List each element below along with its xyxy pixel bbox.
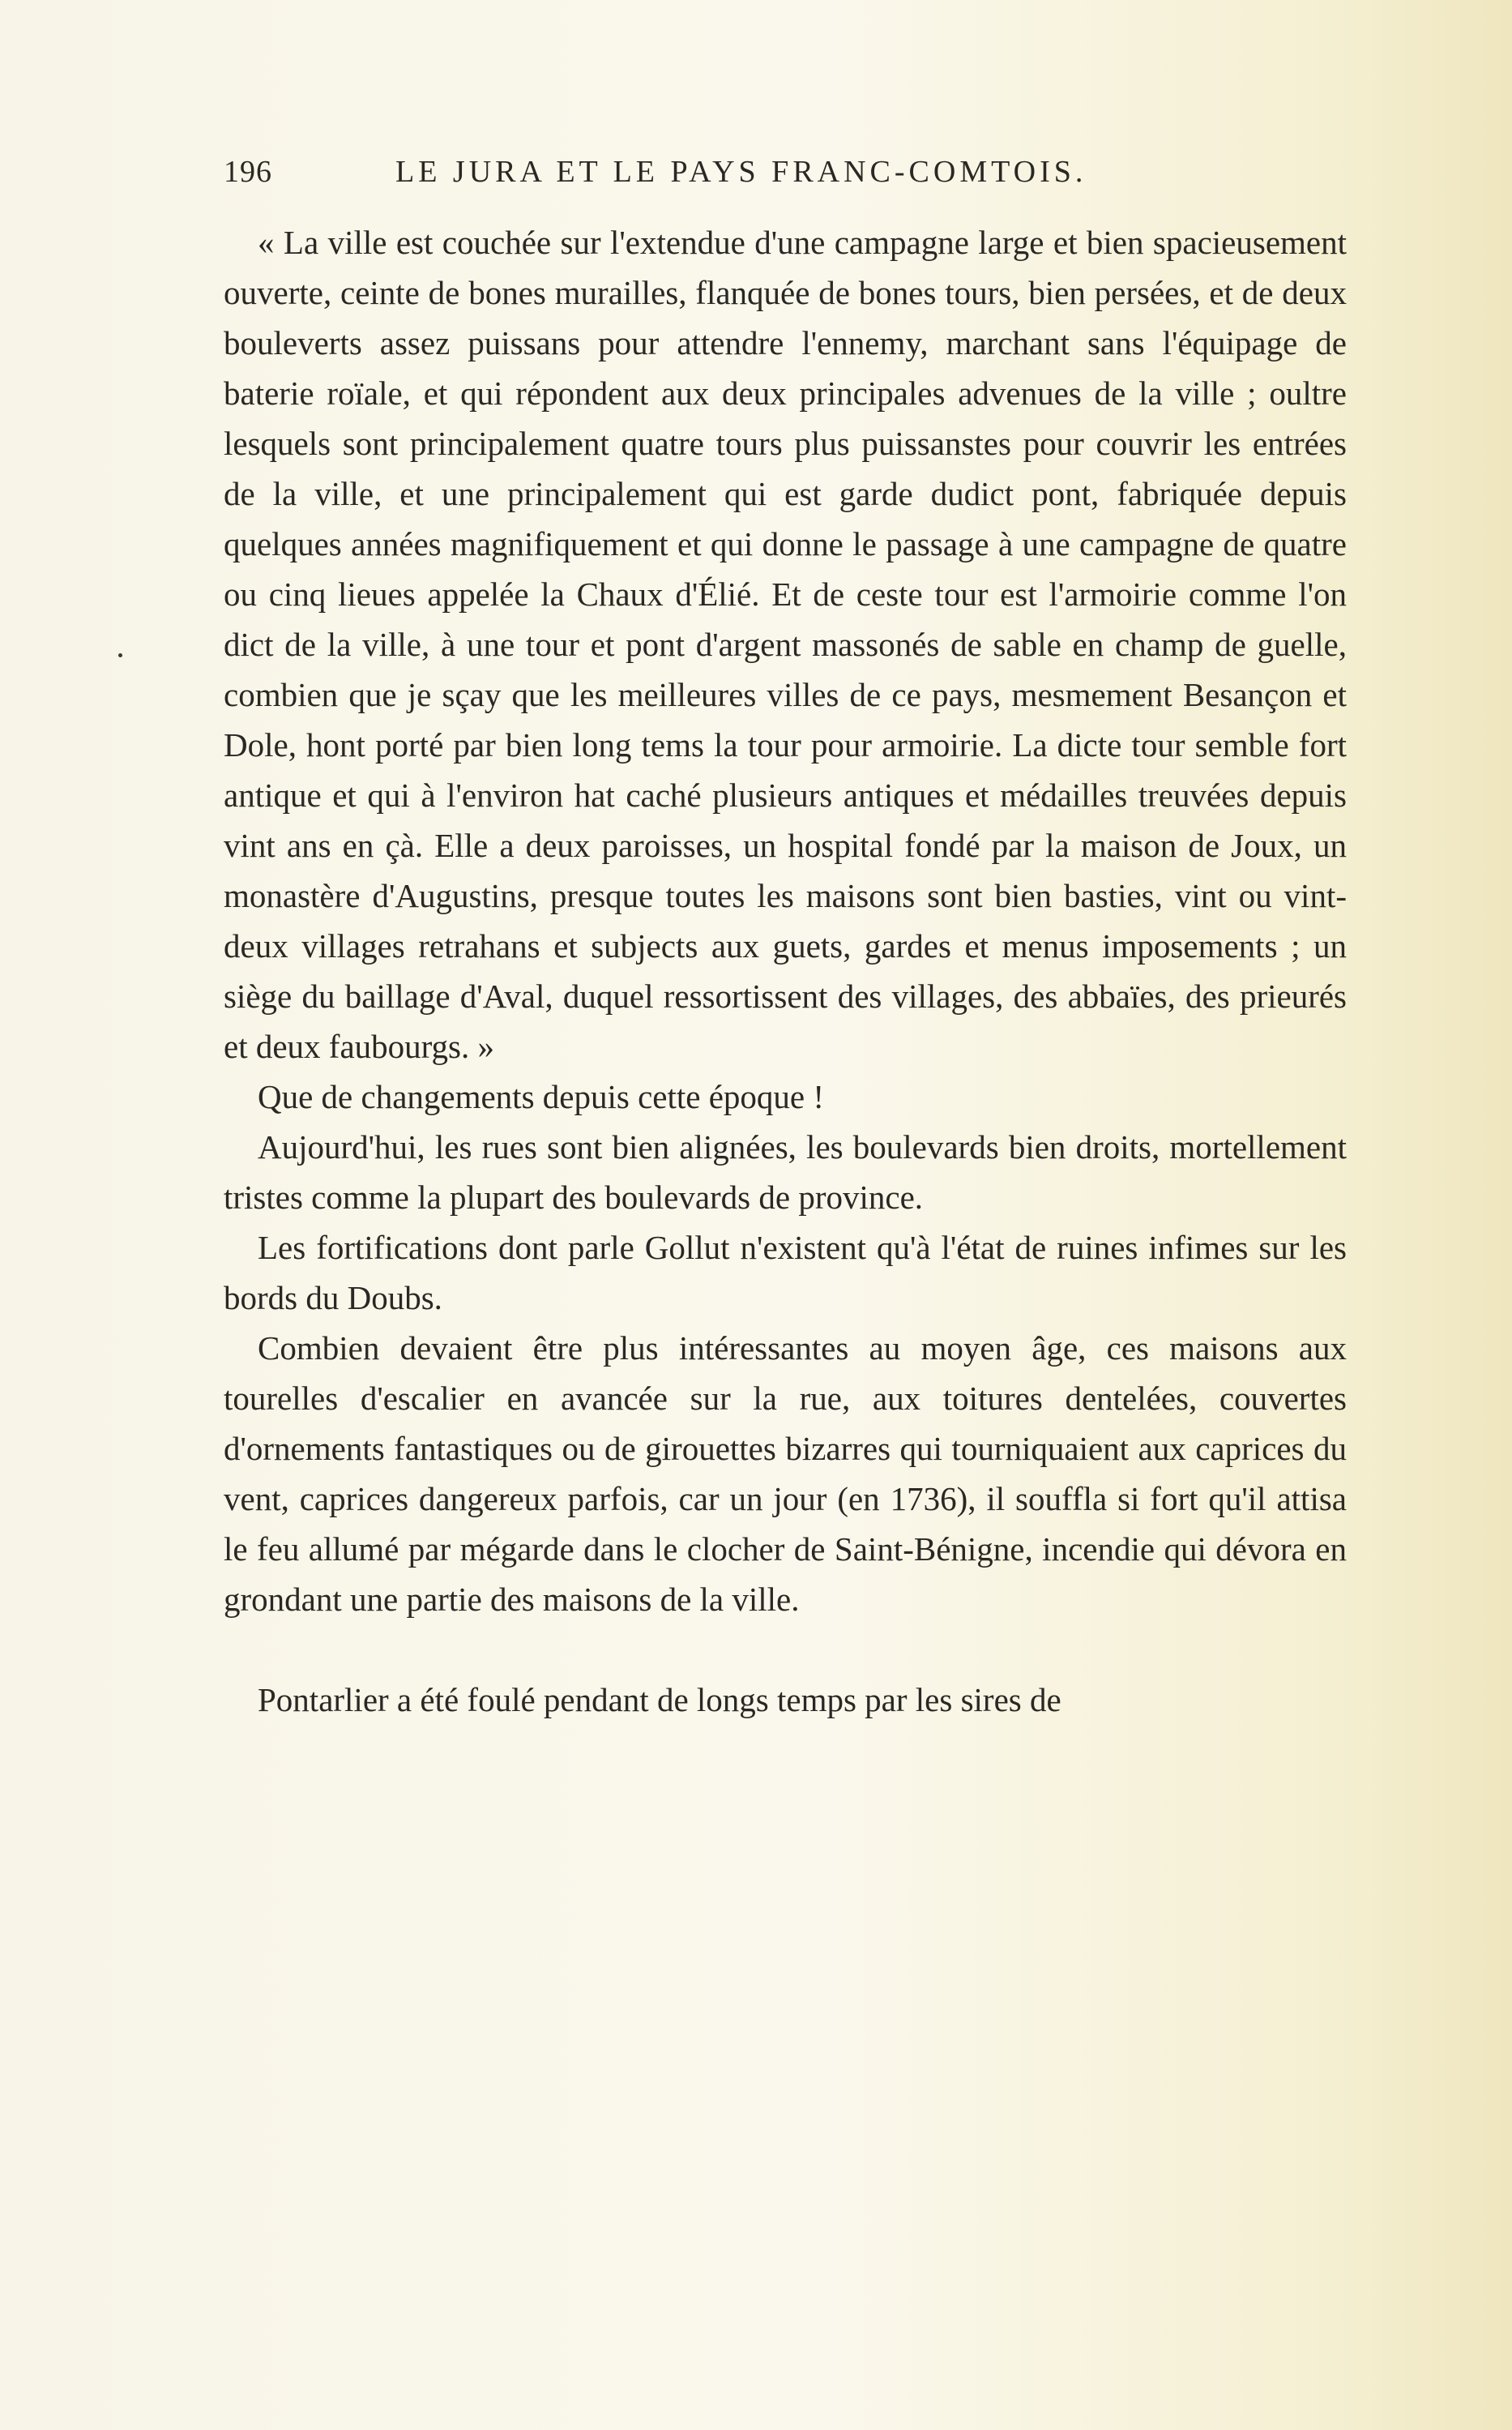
running-title: LE JURA ET LE PAYS FRANC-COMTOIS. [395,155,1087,189]
paragraph-gap [224,1624,1347,1675]
paragraph: Les fortifications dont parle Gollut n'existent qu'à l'état de ruines infimes sur les bords du Doubs. [224,1229,1347,1316]
paragraph-quotation: « La ville est couchée sur l'extendue d'une campagne large et bien spacieusement ouverte, ceinte de bones murailles, flanquée de bones tours, bien persées, et de deux bouleverts assez puissans pour attendre l'ennemy, marchant sans l'équipage de baterie roïale, et qui répondent aux deux principales advenues de la ville ; oultre lesquels sont principalement quatre tours plus puissanstes pour couvrir les entrées de la ville, et une principalement qui est garde dudict pont, fabriquée depuis quelques années magnifiquement et qui donne le passage à une campagne de quatre ou cinq lieues appelée la Chaux d'Élié. Et de ceste tour est l'armoirie comme l'on dict de la ville, à une tour et pont d'argent massonés de sable en champ de guelle, combien que je sçay que les meilleures villes de ce pays, mesmement Besançon et Dole, hont porté par bien long tems la tour pour armoirie. La dicte tour semble fort antique et qui à l'environ hat caché plusieurs antiques et médailles treuvées depuis vint ans en çà. Elle a deux paroisses, un hospital fondé par la maison de Joux, un monastère d'Augustins, presque toutes les maisons sont bien basties, vint ou vint-deux villages retrahans et subjects aux guets, gardes et menus imposements ; un siège du baillage d'Aval, duquel ressortissent des villages, des abbaïes, des prieurés et deux faubourgs. » [224,224,1347,1065]
paragraph: Combien devaient être plus intéressantes au moyen âge, ces maisons aux tourelles d'escalier en avancée sur la rue, aux toitures dentelées, couvertes d'ornements fantastiques ou de girouettes bizarres qui tourniquaient aux caprices du vent, caprices dangereux parfois, car un jour (en 1736), il souffla si fort qu'il attisa le feu allumé par mégarde dans le clocher de Saint-Bénigne, incendie qui dévora en grondant une partie des maisons de la ville. [224,1329,1347,1618]
margin-mark [118,653,122,657]
paragraph-continues: Pontarlier a été foulé pendant de longs temps par les sires de [258,1681,1061,1718]
body-text [224,217,1347,1725]
page-header [224,154,1164,203]
paragraph: Aujourd'hui, les rues sont bien alignées, les boulevards bien droits, mortellement tristes comme la plupart des boulevards de province. [224,1128,1347,1216]
page-number: 196 [224,155,272,189]
paragraph: Que de changements depuis cette époque ! [258,1078,825,1115]
